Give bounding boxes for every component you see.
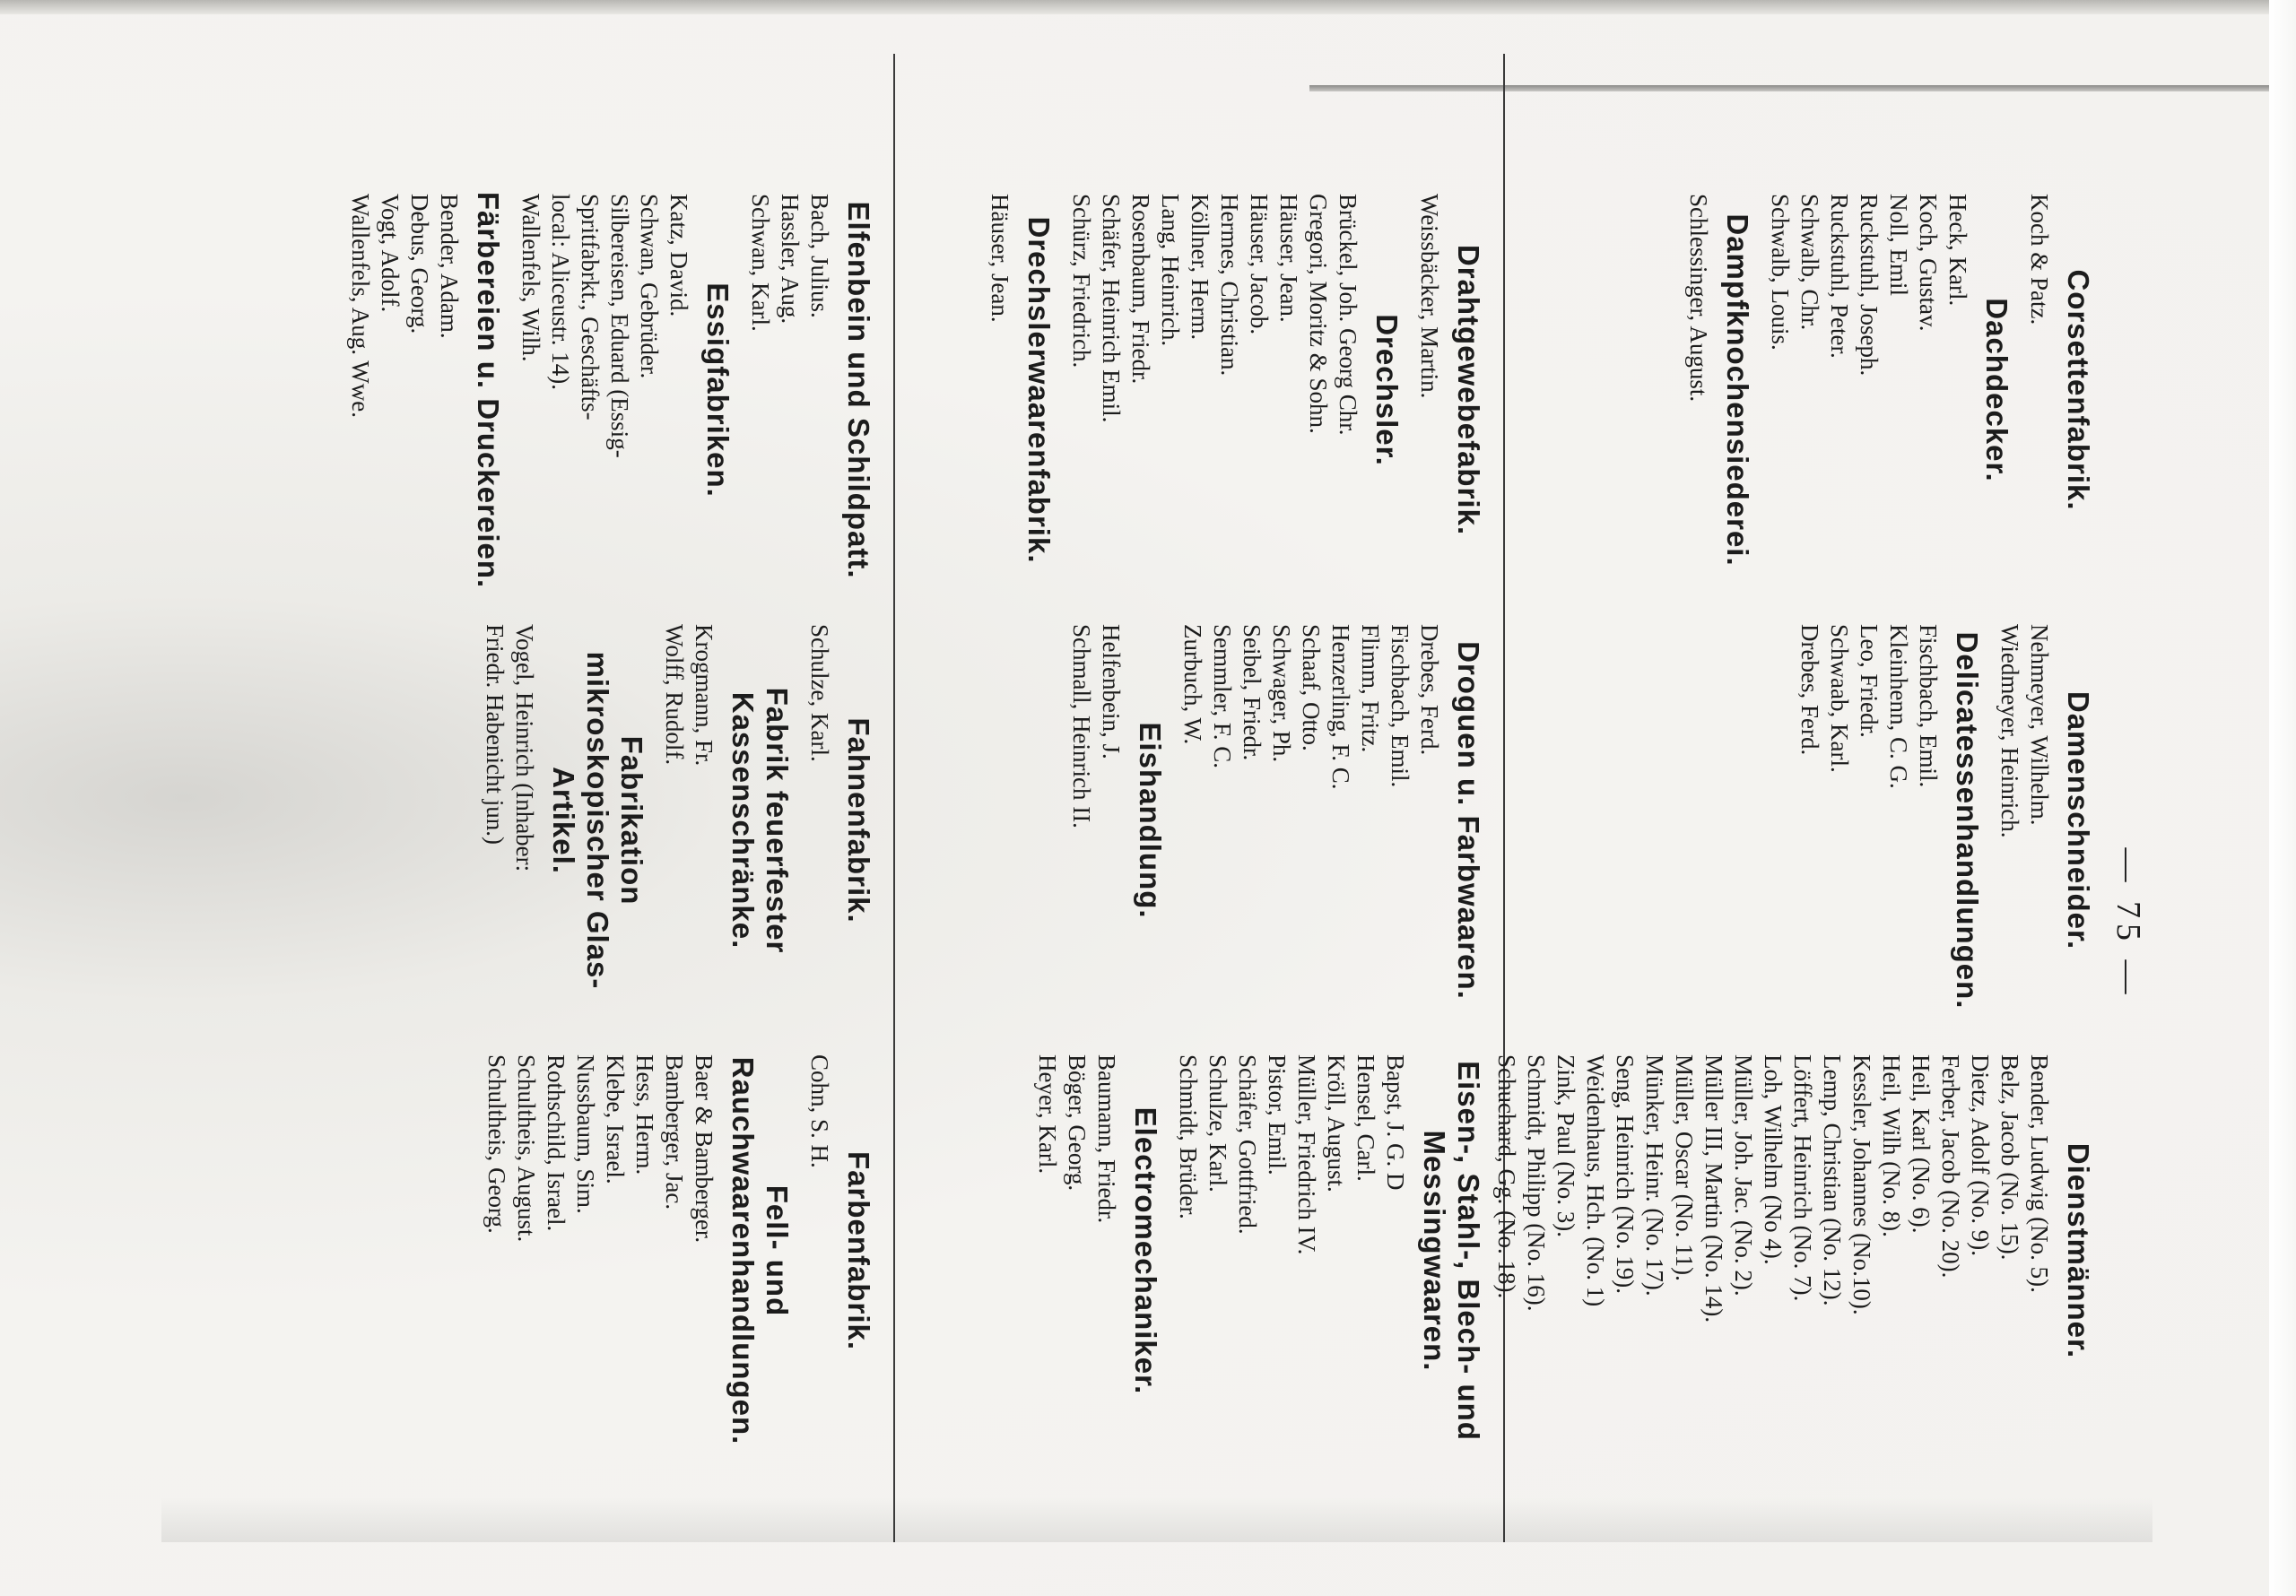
directory-entry: Bach, Julius. [806,194,833,318]
directory-entry: Müller, Joh. Jac. (No. 2). [1730,1054,1757,1297]
directory-entry: Schürz, Friedrich. [1068,194,1095,369]
directory-entry: Henzerling, F. C. [1327,624,1354,790]
directory-entry: Schaaf, Otto. [1298,624,1325,751]
directory-entry: Koch, Gustav. [1915,194,1942,332]
directory-entry: Spritfabrkt., Geschäfts- [577,194,604,421]
directory-entry: Bamberger, Jac. [661,1054,688,1210]
directory-entry: Vogt, Adolf. [377,194,404,313]
column-part [1493,1040,2099,1470]
directory-entry: Schulze, Karl. [806,624,833,762]
directory-entry: Helfenbein, J. [1098,624,1125,759]
page-number: — 75 — [2109,847,2147,1000]
scan-right-margin [2269,0,2296,1596]
column-part [1507,610,2099,1040]
directory-entry: Zurbuch, W. [1179,624,1206,745]
directory-entry: Schmidt, Brüder. [1175,1054,1202,1219]
directory-entry: local: Aliceustr. 14). [547,194,574,390]
directory-entry: Schuchard, Gg. (No. 18). [1493,1054,1520,1299]
directory-entry: Gregori, Moritz & Sohn. [1305,194,1332,434]
directory-entry: Weissbäcker, Martin. [1416,194,1443,399]
section-heading: Drechsler. [1370,314,1404,466]
directory-entry: Fischbach, Emil. [1387,624,1413,788]
directory-entry: Häuser, Jacob. [1246,194,1273,335]
section-dampfknochensiederei [1683,179,1754,601]
directory-entry: Heck, Karl. [1944,194,1971,307]
section-heading: Damenschneider. [2062,690,2095,950]
directory-entry: Schwalb, Louis. [1767,194,1794,351]
section-dienstmänner [1492,1040,2095,1462]
section-heading: Färbereien u. Druckereien. [472,191,505,589]
directory-entry: Schmall, Heinrich II. [1068,624,1095,828]
directory-entry: Wolff, Rudolf. [661,624,688,766]
section-färbereien-u-druckereien [345,179,505,601]
rotated-directory-page [161,54,2152,1542]
section-heading: Farbenfabrik. [842,1150,875,1351]
directory-entry: Müller III, Martin (No. 14). [1700,1054,1727,1323]
column-part [287,179,879,610]
directory-entry: Cohn, S. H. [806,1054,833,1168]
section-drechslerwaarenfabrik [985,179,1056,601]
section-heading: Droguen u. Farbwaaren. [1452,641,1485,1000]
section-heading: Essigfabriken. [701,282,735,498]
directory-entry: Kleinhenn, C. G. [1885,624,1912,789]
directory-entry: Kröll, August. [1323,1054,1350,1193]
directory-entry: Bender, Adam. [436,194,463,339]
section-heading: Dienstmänner. [2062,1142,2095,1359]
section-heading: Corsettenfabrik. [2062,269,2095,511]
directory-entry: Silbereisen, Eduard (Essig- [606,194,633,458]
directory-entry: Müller, Friedrich IV. [1293,1054,1320,1255]
section-eishandlung [1066,610,1167,1031]
section-elfenbein-und-schildpatt [745,179,875,601]
directory-entry: Schäfer, Gottfried. [1234,1054,1261,1235]
directory-entry: Bapst, J. G. D [1382,1054,1409,1191]
column-part [897,179,1489,610]
directory-entry: Wallenfels, Aug. Wwe. [347,194,374,419]
section-droguen-u-farbwaaren [1178,610,1485,1031]
column-part [897,610,1489,1040]
directory-entry: Zink, Paul (No. 3). [1552,1054,1579,1237]
section-heading: Eisen-, Stahl-, Blech- und Messingwaaren. [1418,1061,1485,1441]
column-divider-2 [893,54,895,1542]
directory-entry: Schwaab, Karl. [1826,624,1853,773]
directory-entry: Ruckstuhl, Peter. [1826,194,1853,359]
section-farbenfabrik [804,1040,875,1462]
directory-entry: Friedr. Habenicht jun.) [482,624,509,845]
section-heading: Fahnenfabrik. [842,717,875,924]
directory-entry: Schwalb, Chr. [1796,194,1823,331]
directory-entry: Loh, Wilhelm (No 4). [1760,1054,1787,1265]
directory-entry: Drebes, Ferd. [1416,624,1443,756]
directory-entry: Baumann, Friedr. [1093,1054,1120,1224]
directory-entry: Noll, Emil [1885,194,1912,296]
directory-entry: Rothschild, Israel. [543,1054,570,1232]
directory-entry: Heil, Wilh (No. 8). [1878,1054,1905,1237]
directory-entry: Hassler, Aug. [777,194,804,325]
section-corsettenfabrik [2024,179,2095,601]
directory-entry: Dietz, Adolf (No. 9). [1967,1054,1994,1256]
column-part [287,610,879,1040]
column-part [897,1040,1489,1470]
directory-entry: Schultheis, Georg. [483,1054,510,1234]
section-heading: Delicatessenhandlungen. [1951,631,1984,1010]
section-drahtgewebefabrik [1414,179,1485,601]
directory-entry: Brückel, Joh. Georg Chr. [1335,194,1361,436]
directory-entry: Schulze, Karl. [1205,1054,1231,1193]
directory-entry: Heyer, Karl. [1034,1054,1061,1175]
section-drechsler [1066,179,1404,601]
directory-entry: Kessler, Johannes (No.10). [1848,1054,1875,1315]
directory-entry: Häuser, Jean. [1275,194,1302,323]
section-fahnenfabrik [804,610,875,1031]
scan-top-edge [0,0,2296,14]
directory-entry: Böger, Georg. [1064,1054,1091,1192]
directory-column-3 [287,179,879,1488]
section-eisen-stahl-blech-und-messingwaaren [1173,1040,1485,1462]
directory-column-1 [1493,179,2099,1488]
directory-entry: Koch & Patz. [2026,194,2053,325]
directory-entry: Ruckstuhl, Joseph. [1856,194,1883,377]
section-dachdecker [1765,179,2013,601]
directory-entry: Köllner, Herm. [1187,194,1213,341]
directory-entry: Münker, Heinr. (No. 17). [1641,1054,1668,1297]
directory-entry: Baer & Bamberger. [691,1054,718,1244]
section-delicatessenhandlungen [1795,610,1984,1031]
directory-entry: Leo, Friedr. [1856,624,1883,738]
section-fell-und-rauchwaarenhandlungen [482,1040,794,1462]
directory-entry: Lang, Heinrich. [1157,194,1184,347]
directory-entry: Pistor, Emil. [1264,1054,1291,1175]
directory-entry: Ferber, Jacob (No. 20). [1937,1054,1964,1279]
directory-entry: Seng, Heinrich (No. 19). [1612,1054,1639,1294]
section-heading: Drahtgewebefabrik. [1452,244,1485,536]
section-heading: Fell- und Rauchwaarenhandlungen. [726,1056,794,1445]
directory-entry: Schmidt, Philipp (No. 16). [1523,1054,1550,1312]
directory-entry: Schultheis, August. [513,1054,540,1243]
section-electromechaniker [1032,1040,1162,1462]
directory-entry: Nehmeyer, Wilhelm. [2026,624,2053,826]
directory-entry: Debus, Georg. [406,194,433,334]
directory-entry: Hermes, Christian. [1216,194,1243,377]
directory-entry: Schäfer, Heinrich Emil. [1098,194,1125,423]
page-shadow [161,1497,2152,1542]
section-heading: Drechslerwaarenfabrik. [1022,216,1056,564]
directory-entry: Katz, David. [665,194,692,317]
section-heading: Fabrik feuerfester Kassenschränke. [726,687,794,954]
directory-entry: Semmler, F. C. [1209,624,1236,769]
directory-entry: Wallenfels, Wilh. [517,194,544,362]
directory-entry: Fischbach, Emil. [1915,624,1942,788]
directory-entry: Belz, Jacob (No. 15). [1996,1054,2023,1261]
section-heading: Elfenbein und Schildpatt. [842,201,875,579]
directory-entry: Heil, Karl (No. 6). [1908,1054,1935,1234]
directory-entry: Nussbaum, Sim. [572,1054,599,1214]
section-heading: Fabrikation mikroskopischer Glas-Artikel. [547,651,648,990]
directory-entry: Müller, Oscar (No. 11). [1671,1054,1698,1281]
column-part [1507,179,2099,610]
directory-entry: Häuser, Jean. [987,194,1013,323]
directory-entry: Rosenbaum, Friedr. [1127,194,1154,385]
directory-entry: Klebe, Israel. [602,1054,629,1184]
directory-column-2 [897,179,1489,1488]
directory-entry: Vogel, Heinrich (Inhaber: [511,624,538,872]
directory-entry: Schlessinger, August. [1685,194,1712,403]
directory-entry: Hensel, Carl. [1352,1054,1379,1182]
directory-entry: Weidenhaus, Hch. (No. 1) [1582,1054,1609,1307]
directory-entry: Seibel, Friedr. [1239,624,1265,761]
directory-entry: Schwager, Ph. [1268,624,1295,763]
directory-entry: Flimm, Fritz. [1357,624,1384,753]
column-part [287,1040,879,1470]
section-heading: Dampfknochensiederei. [1721,213,1754,567]
directory-entry: Krogmann, Fr. [691,624,718,767]
directory-entry: Wiedmeyer, Heinrich. [1996,624,2023,838]
directory-entry: Drebes, Ferd. [1796,624,1823,756]
section-essigfabriken [516,179,735,601]
directory-entry: Löffert, Heinrich (No. 7). [1789,1054,1816,1302]
section-heading: Eishandlung. [1134,722,1167,919]
section-fabrikation-mikroskopischer-glas-artikel [480,610,648,1031]
directory-entry: Schwan, Gebrüder. [636,194,663,379]
directory-entry: Hess, Herm. [631,1054,658,1175]
section-fabrik-feuerfester-kassenschränke [659,610,794,1031]
section-damenschneider [1995,610,2095,1031]
section-heading: Electromechaniker. [1129,1106,1162,1395]
directory-entry: Lemp, Christian (No. 12). [1819,1054,1846,1306]
section-heading: Dachdecker. [1980,298,2013,482]
directory-entry: Schwan, Karl. [747,194,774,332]
directory-entry: Bender, Ludwig (No. 5). [2026,1054,2053,1293]
